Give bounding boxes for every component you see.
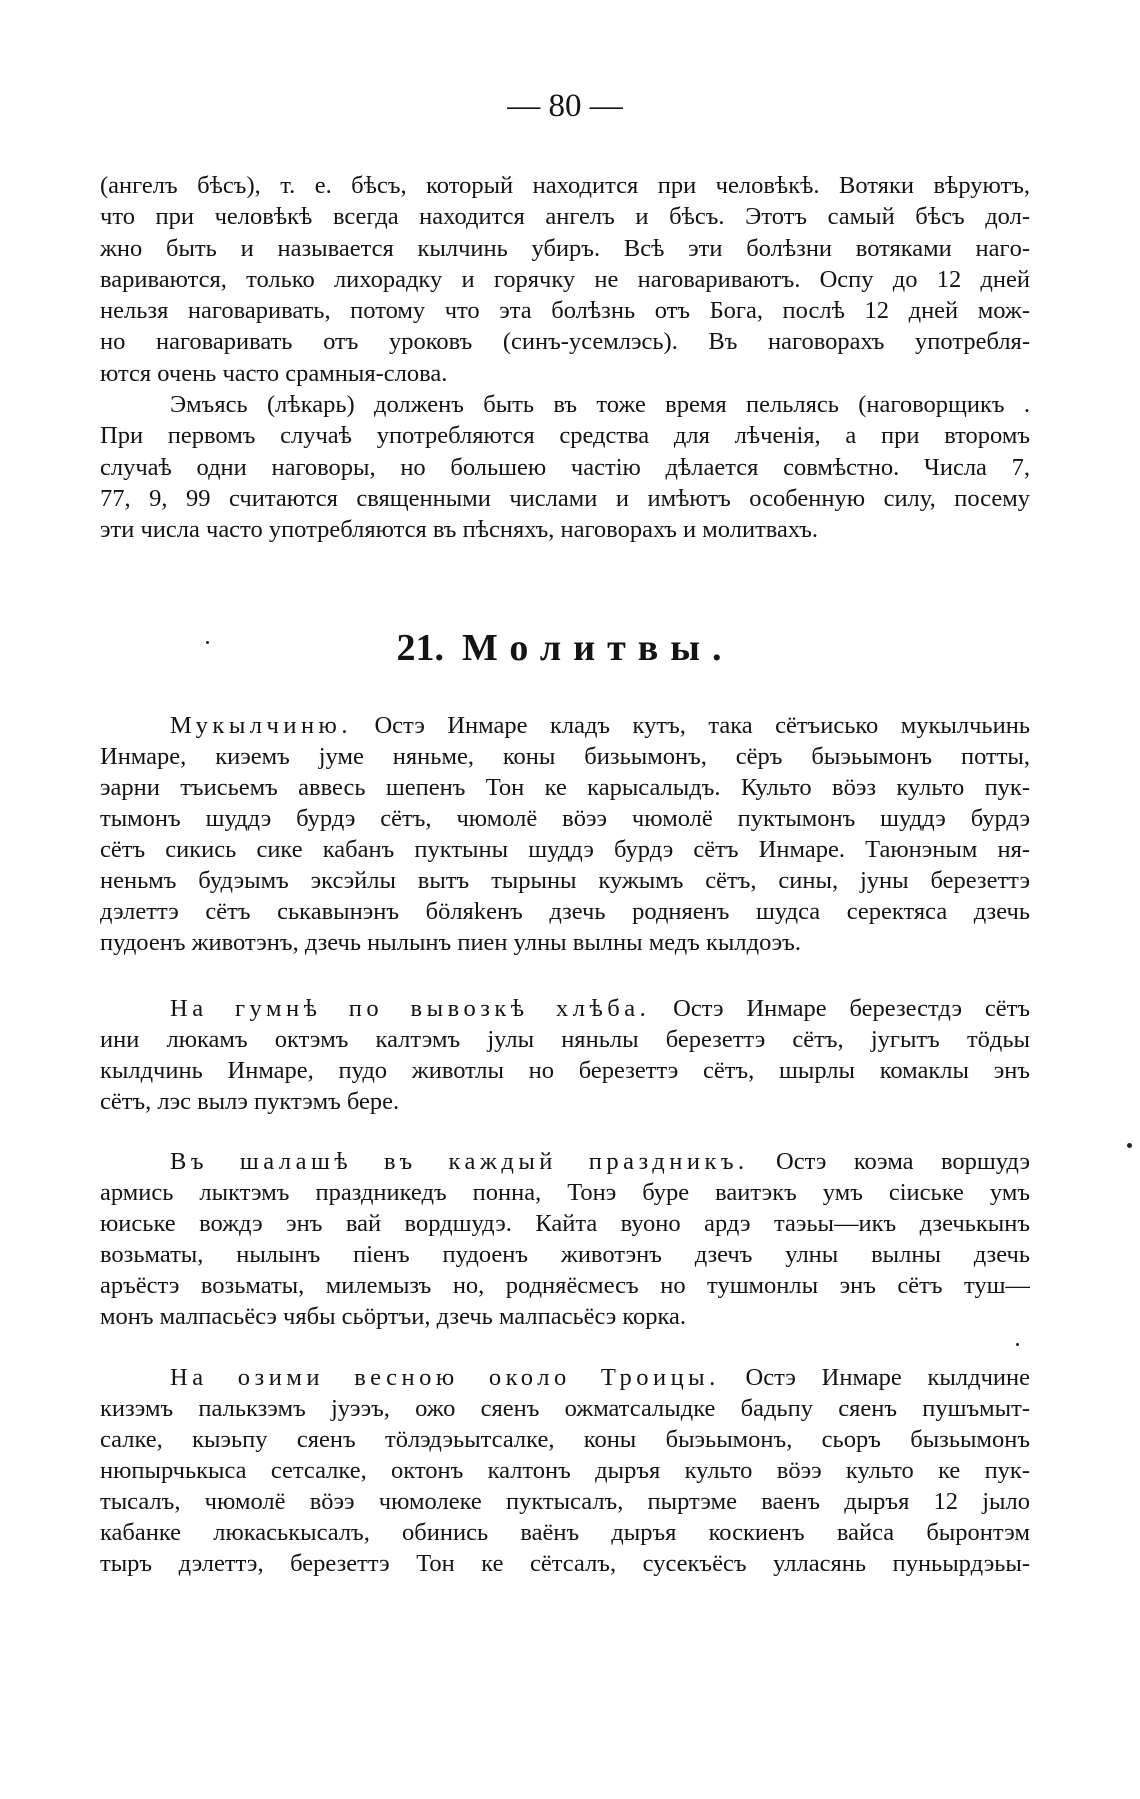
text-line bbox=[100, 1362, 1030, 1393]
text-fragment: Остэ коэма воршудэ bbox=[748, 1148, 1030, 1175]
text-line: эти числа часто употребляются въ пѣсняхъ, наговорахъ и молитвахъ. bbox=[100, 516, 819, 544]
text-line: но наговаривать отъ уроковъ (синъ-усемлэсь). Въ наговорахъ употребля- bbox=[100, 328, 1030, 356]
prayer-paragraph bbox=[100, 710, 1030, 958]
text-line: вариваются, только лихорадку и горячку не наговариваютъ. Оспу до 12 дней bbox=[100, 265, 1030, 293]
prayer-paragraph bbox=[100, 1362, 1030, 1579]
text-line: кизэмъ палькзэмъ јуээъ, ожо сяенъ ожматсалыдке бадьпу сяенъ пушъмыт- bbox=[100, 1395, 1030, 1422]
text-line: армись лыктэмъ праздникедъ понна, Тонэ буре ваитэкъ умъ сiиське умъ bbox=[100, 1179, 1030, 1206]
text-fragment: Остэ Инмаре березестдэ сётъ bbox=[650, 995, 1030, 1022]
prayer-label: На озими весною около Троицы. bbox=[170, 1364, 720, 1391]
text-line: эарни тъисьемъ аввесь шепенъ Тон ке карысалыдъ. Культо вöэз культо пук- bbox=[100, 774, 1030, 801]
prayer-paragraph bbox=[100, 1146, 1030, 1332]
text-line: ини люкамъ октэмъ калтэмъ јулы няньлы березеттэ сётъ, југытъ тöдьы bbox=[100, 1026, 1030, 1053]
prayer-paragraph bbox=[100, 993, 1030, 1117]
text-line: неньмъ будэымъ эксэйлы вытъ тырыны кужымъ сётъ, сины, јуны березеттэ bbox=[100, 867, 1030, 894]
text-line: 77, 9, 99 считаются священными числами и имѣютъ особенную силу, посему bbox=[100, 484, 1030, 512]
prayer-label: Мукылчиню. bbox=[170, 712, 352, 739]
text-line bbox=[100, 710, 1030, 741]
text-line: жно быть и называется кылчинь убиръ. Всѣ эти болѣзни вотяками нагo- bbox=[100, 234, 1030, 262]
text-line: кылдчинь Инмаре, пудо животлы но березеттэ сётъ, шырлы комаклы энъ bbox=[100, 1057, 1030, 1084]
text-line bbox=[100, 993, 1030, 1024]
text-line: аръёстэ возьматы, милемызъ но, родняёсмесъ но тушмонлы энъ сётъ туш— bbox=[100, 1272, 1030, 1299]
text-line: Инмаре, киэемъ јуме няньме, коны бизьымонъ, сёръ быэьымонъ потты, bbox=[100, 743, 1030, 770]
text-line: возьматы, нылынъ пiенъ пудоенъ животэнъ дзечъ улны вылны дзечь bbox=[100, 1241, 1030, 1268]
text-line: пудоенъ животэнъ, дзечь нылынъ пиен улны вылны медъ кылдоэъ. bbox=[100, 929, 801, 956]
text-line: ются очень часто срамныя-слова. bbox=[100, 359, 448, 387]
text-line bbox=[100, 1146, 1030, 1177]
section-title: Молитвы. bbox=[462, 627, 734, 669]
text-line: что при человѣкѣ всегда находится ангелъ и бѣсъ. Этотъ самый бѣсъ дол- bbox=[100, 203, 1030, 231]
text-line: дэлеттэ сётъ ськавынэнъ бöляkенъ дзечь родняенъ шудса серектяса дзечь bbox=[100, 898, 1030, 925]
scan-speck bbox=[206, 641, 209, 644]
text-line: тымонъ шуддэ бурдэ сётъ, чюмолё вöээ чюмолё пуктымонъ шуддэ бурдэ bbox=[100, 805, 1030, 832]
text-line: монъ малпасьёсэ чябы сьöртъи, дзечь малпасьёсэ корка. bbox=[100, 1303, 687, 1330]
text-line: юиське вождэ энъ вай вордшудэ. Кайта вуоно ардэ таэьы—икъ дзечькынъ bbox=[100, 1210, 1030, 1237]
text-line: сётъ сикись сике кабанъ пуктыны шуддэ бурдэ сётъ Инмаре. Таюнэным ня- bbox=[100, 836, 1030, 863]
text-line: кабанке люкаськысалъ, обинись ваёнъ дыръя коскиенъ вайса быронтэм bbox=[100, 1519, 1030, 1546]
text-line: салке, кыэьпу сяенъ тöлэдэьытсалке, коны быэьымонъ, сьоръ бызьымонъ bbox=[100, 1426, 1030, 1453]
text-line: нюпырчькыса сетсалке, октонъ калтонъ дыръя культо вöээ культо ке пук- bbox=[100, 1457, 1030, 1484]
text-line: сётъ, лэс вылэ пуктэмъ бере. bbox=[100, 1088, 400, 1115]
section-heading bbox=[100, 624, 1030, 672]
text-line: (ангелъ бѣсъ), т. е. бѣсъ, который находится при человѣкѣ. Вотяки вѣруютъ, bbox=[100, 172, 1030, 199]
intro-text bbox=[100, 170, 1030, 546]
section-number: 21. bbox=[396, 627, 445, 669]
scan-speck bbox=[1127, 1143, 1132, 1148]
scan-speck bbox=[1016, 1343, 1019, 1346]
prayer-label: На гумнѣ по вывозкѣ хлѣба. bbox=[170, 995, 651, 1022]
prayer-label: Въ шалашѣ въ каждый праздникъ. bbox=[170, 1148, 749, 1175]
text-line: случаѣ одни наговоры, но большею частію дѣлается совмѣстно. Числа 7, bbox=[100, 453, 1030, 481]
text-line: нельзя наговаривать, потому что эта болѣзнь отъ Бога, послѣ 12 дней мож- bbox=[100, 297, 1030, 325]
text-line: тысалъ, чюмолё вöээ чюмолеке пуктысалъ, пыртэме ваенъ дыръя 12 јыло bbox=[100, 1488, 1030, 1515]
text-line: При первомъ случаѣ употребляются средства для лѣченія, а при второмъ bbox=[100, 422, 1030, 450]
text-line: тыръ дэлеттэ, березеттэ Тон ке сётсалъ, сусекъёсъ улласянь пуньырдэьы- bbox=[100, 1550, 1030, 1577]
text-fragment: Остэ Инмаре кылдчине bbox=[719, 1364, 1030, 1391]
text-line: Эмъясь (лѣкарь) долженъ быть въ тоже время пельлясь (наговорщикъ . bbox=[170, 391, 1030, 419]
text-fragment: Остэ Инмаре кладъ кутъ, така сётъисько мукылчьинь bbox=[352, 712, 1030, 739]
page-number: — 80 — bbox=[507, 88, 623, 124]
